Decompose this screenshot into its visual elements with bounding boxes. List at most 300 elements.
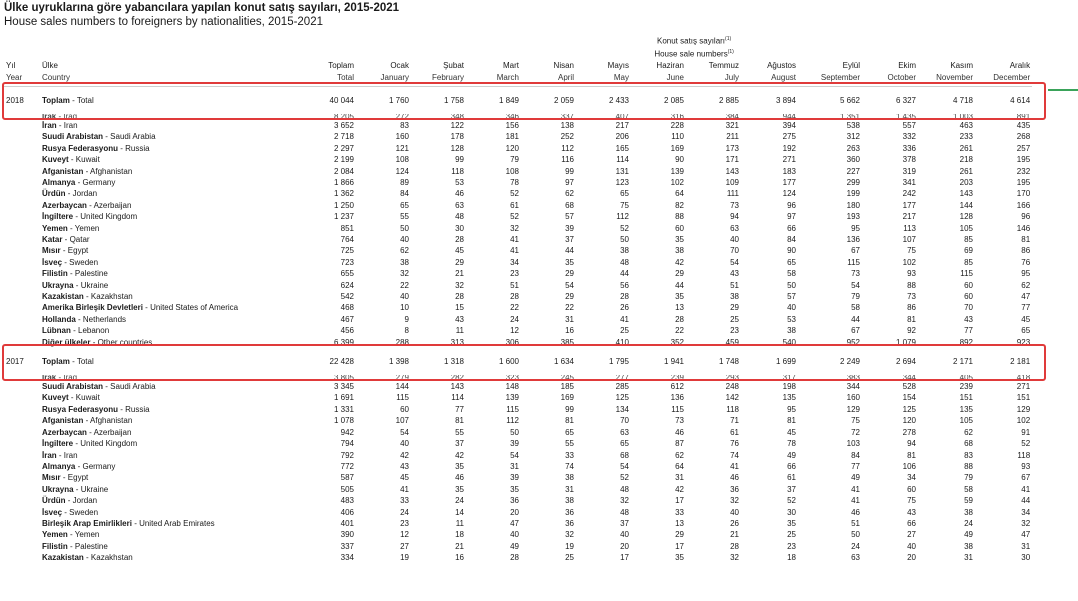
value-cell: 24 <box>510 314 519 324</box>
value-cell: 542 <box>340 292 354 302</box>
value-cell: 77 <box>964 326 973 336</box>
value-cell: 53 <box>787 314 796 324</box>
value-cell: 1 941 <box>663 356 684 366</box>
value-cell: 124 <box>782 189 796 199</box>
country-cell: Kuveyt - Kuwait <box>42 155 100 165</box>
value-cell: 51 <box>510 280 519 290</box>
value-cell: 115 <box>506 404 519 414</box>
value-cell: 151 <box>959 393 973 403</box>
value-cell: 44 <box>675 280 684 290</box>
value-cell: 77 <box>455 404 464 414</box>
value-cell: 44 <box>1021 496 1031 506</box>
table-row <box>4 472 1032 483</box>
value-cell: 891 <box>1016 113 1031 120</box>
value-cell: 177 <box>902 200 916 210</box>
column-header-en: February <box>431 72 464 82</box>
value-cell: 29 <box>565 292 574 302</box>
value-cell: 239 <box>959 382 973 392</box>
value-cell: 67 <box>1021 473 1031 483</box>
value-cell: 54 <box>730 257 739 267</box>
value-cell: 72 <box>851 427 860 437</box>
value-cell: 37 <box>455 439 464 449</box>
value-cell: 123 <box>615 177 629 187</box>
table-row <box>4 450 1032 461</box>
value-cell: 177 <box>782 177 796 187</box>
value-cell: 193 <box>846 212 860 222</box>
value-cell: 36 <box>565 507 574 517</box>
value-cell: 764 <box>340 235 354 244</box>
value-cell: 66 <box>907 518 916 528</box>
value-cell: 52 <box>620 473 629 483</box>
value-cell: 27 <box>907 530 916 540</box>
value-cell: 1 600 <box>498 356 519 366</box>
value-cell: 54 <box>851 280 860 290</box>
value-cell: 257 <box>1016 143 1031 153</box>
value-cell: 410 <box>615 337 629 347</box>
country-cell: Ukrayna - Ukraine <box>42 484 109 494</box>
value-cell: 28 <box>510 553 519 563</box>
column-header-en: November <box>936 72 973 82</box>
value-cell: 81 <box>1021 235 1031 244</box>
value-cell: 52 <box>1021 439 1031 449</box>
value-cell: 32 <box>400 269 409 279</box>
value-cell: 2 171 <box>952 356 973 366</box>
value-cell: 45 <box>455 246 464 256</box>
country-cell: Suudi Arabistan - Saudi Arabia <box>42 132 156 142</box>
value-cell: 12 <box>400 530 409 540</box>
value-cell: 170 <box>1016 189 1031 199</box>
value-cell: 57 <box>565 212 574 222</box>
country-cell: Filistin - Palestine <box>42 269 108 279</box>
value-cell: 29 <box>730 303 739 313</box>
value-cell: 227 <box>846 166 860 176</box>
column-header: Mayıs <box>607 61 629 71</box>
value-cell: 128 <box>450 143 464 153</box>
value-cell: 38 <box>675 246 684 256</box>
value-cell: 68 <box>964 439 973 449</box>
value-cell: 52 <box>620 223 629 233</box>
value-cell: 24 <box>455 496 464 506</box>
value-cell: 94 <box>730 212 739 222</box>
house-sales-table <box>4 34 1032 564</box>
value-cell: 28 <box>730 541 739 551</box>
value-cell: 102 <box>902 257 916 267</box>
value-cell: 23 <box>510 269 519 279</box>
value-cell: 8 <box>404 326 409 336</box>
value-cell: 139 <box>670 166 684 176</box>
value-cell: 48 <box>455 212 464 222</box>
value-cell: 63 <box>851 553 860 563</box>
country-cell: Rusya Federasyonu - Russia <box>42 143 150 153</box>
value-cell: 18 <box>455 530 464 540</box>
value-cell: 275 <box>782 132 796 142</box>
value-cell: 169 <box>670 143 684 153</box>
value-cell: 50 <box>400 223 409 233</box>
country-cell: İsveç - Sweden <box>42 257 99 267</box>
value-cell: 1 237 <box>333 212 354 222</box>
value-cell: 383 <box>846 375 860 382</box>
country-cell: Ukrayna - Ukraine <box>42 280 109 290</box>
value-cell: 41 <box>851 496 860 506</box>
value-cell: 851 <box>340 223 354 233</box>
value-cell: 22 <box>400 280 409 290</box>
group-caption-en: House sale numbers$^{(1)}$ <box>654 49 734 59</box>
value-cell: 360 <box>846 155 860 165</box>
value-cell: 4 718 <box>952 95 973 105</box>
value-cell: 31 <box>1021 541 1031 551</box>
country-cell: Yemen - Yemen <box>42 223 100 233</box>
value-cell: 1 699 <box>775 356 796 366</box>
column-header: Mart <box>503 61 519 71</box>
table-row <box>4 427 1032 438</box>
value-cell: 85 <box>964 235 973 244</box>
value-cell: 84 <box>851 450 860 460</box>
value-cell: 115 <box>960 269 973 279</box>
value-cell: 612 <box>670 382 684 392</box>
value-cell: 8 205 <box>333 113 354 120</box>
value-cell: 406 <box>340 507 354 517</box>
value-cell: 944 <box>782 113 796 120</box>
value-cell: 23 <box>400 518 409 528</box>
value-cell: 41 <box>730 461 739 471</box>
country-cell: Azerbaycan - Azerbaijan <box>42 200 132 210</box>
value-cell: 64 <box>675 461 684 471</box>
table-row <box>4 484 1032 495</box>
year-header: Yıl <box>6 61 16 71</box>
value-cell: 58 <box>851 303 860 313</box>
value-cell: 48 <box>620 507 629 517</box>
value-cell: 1 691 <box>333 393 354 403</box>
value-cell: 43 <box>400 461 409 471</box>
value-cell: 121 <box>395 143 409 153</box>
value-cell: 66 <box>787 461 796 471</box>
value-cell: 160 <box>846 393 860 403</box>
table-row <box>4 552 1032 563</box>
value-cell: 41 <box>851 484 860 494</box>
table-row <box>4 143 1032 154</box>
value-cell: 4 614 <box>1010 95 1031 105</box>
value-cell: 38 <box>787 326 796 336</box>
value-cell: 78 <box>787 439 796 449</box>
value-cell: 59 <box>964 496 973 506</box>
value-cell: 60 <box>964 280 973 290</box>
year-header-en: Year <box>6 72 23 82</box>
value-cell: 279 <box>395 375 409 382</box>
value-cell: 115 <box>847 257 860 267</box>
value-cell: 278 <box>902 427 916 437</box>
country-cell: Filistin - Palestine <box>42 541 108 551</box>
value-cell: 1 351 <box>839 113 860 120</box>
value-cell: 171 <box>725 155 739 165</box>
value-cell: 346 <box>505 113 519 120</box>
table-row <box>4 381 1032 392</box>
value-cell: 540 <box>782 337 796 347</box>
value-cell: 138 <box>560 120 574 130</box>
country-cell: Lübnan - Lebanon <box>42 326 110 336</box>
value-cell: 46 <box>730 473 739 483</box>
value-cell: 323 <box>505 375 519 382</box>
table-row <box>4 461 1032 472</box>
value-cell: 467 <box>340 314 354 324</box>
value-cell: 103 <box>846 439 860 449</box>
value-cell: 28 <box>675 314 684 324</box>
value-cell: 65 <box>565 427 574 437</box>
value-cell: 725 <box>340 246 354 256</box>
year-cell: 2018 <box>6 95 24 105</box>
value-cell: 81 <box>455 416 464 426</box>
country-cell: Ürdün - Jordan <box>42 189 98 199</box>
value-cell: 28 <box>620 292 629 302</box>
column-header-en: Total <box>337 72 354 82</box>
value-cell: 71 <box>730 416 739 426</box>
column-header: Nisan <box>553 61 574 71</box>
value-cell: 2 433 <box>608 95 629 105</box>
value-cell: 46 <box>455 473 464 483</box>
country-cell: Kazakistan - Kazakhstan <box>42 292 133 302</box>
value-cell: 20 <box>510 507 519 517</box>
value-cell: 51 <box>851 518 860 528</box>
country-cell: Ürdün - Jordan <box>42 496 98 506</box>
value-cell: 97 <box>787 212 796 222</box>
value-cell: 624 <box>340 280 354 290</box>
value-cell: 112 <box>561 143 574 153</box>
table-row <box>4 337 1032 348</box>
value-cell: 95 <box>851 223 860 233</box>
value-cell: 68 <box>620 450 629 460</box>
column-header: Aralık <box>1009 61 1031 71</box>
value-cell: 44 <box>620 269 629 279</box>
value-cell: 52 <box>787 496 796 506</box>
value-cell: 73 <box>730 200 739 210</box>
value-cell: 32 <box>1021 518 1031 528</box>
header-row-tr <box>4 60 1032 71</box>
table-row <box>4 438 1032 449</box>
value-cell: 88 <box>675 212 684 222</box>
value-cell: 272 <box>395 113 409 120</box>
value-cell: 128 <box>959 212 973 222</box>
value-cell: 88 <box>907 280 916 290</box>
table-row <box>4 131 1032 142</box>
value-cell: 459 <box>725 337 739 347</box>
country-cell: Yemen - Yemen <box>42 530 100 540</box>
value-cell: 218 <box>959 155 973 165</box>
value-cell: 48 <box>620 257 629 267</box>
value-cell: 143 <box>450 382 464 392</box>
value-cell: 54 <box>620 461 629 471</box>
value-cell: 14 <box>455 507 464 517</box>
value-cell: 233 <box>959 132 973 142</box>
table-subtitle: House sales numbers to foreigners by nationalities, 2015-2021 <box>4 16 323 28</box>
value-cell: 52 <box>510 212 519 222</box>
value-cell: 173 <box>725 143 739 153</box>
value-cell: 143 <box>959 189 973 199</box>
value-cell: 344 <box>846 382 860 392</box>
year-cell: 2017 <box>6 356 24 366</box>
table-row <box>4 166 1032 177</box>
value-cell: 38 <box>400 257 409 267</box>
value-cell: 2 181 <box>1010 356 1031 366</box>
value-cell: 30 <box>787 507 796 517</box>
value-cell: 37 <box>565 235 574 244</box>
value-cell: 113 <box>903 223 916 233</box>
value-cell: 135 <box>959 404 973 414</box>
value-cell: 468 <box>340 303 354 313</box>
value-cell: 35 <box>455 461 464 471</box>
value-cell: 228 <box>670 120 684 130</box>
value-cell: 39 <box>565 223 574 233</box>
value-cell: 217 <box>615 120 629 130</box>
value-cell: 40 <box>400 235 409 244</box>
value-cell: 1 318 <box>443 356 464 366</box>
country-cell: Birleşik Arap Emirlikleri - United Arab Emirates <box>42 518 215 528</box>
value-cell: 49 <box>510 541 519 551</box>
value-cell: 19 <box>565 541 574 551</box>
value-cell: 109 <box>725 177 739 187</box>
value-cell: 40 <box>730 507 739 517</box>
value-cell: 2 694 <box>895 356 916 366</box>
value-cell: 107 <box>902 235 916 244</box>
table-row <box>4 211 1032 222</box>
value-cell: 48 <box>620 484 629 494</box>
value-cell: 206 <box>615 132 629 142</box>
value-cell: 242 <box>902 189 916 199</box>
value-cell: 90 <box>787 246 796 256</box>
table-row <box>4 200 1032 211</box>
value-cell: 9 <box>404 314 409 324</box>
value-cell: 40 <box>620 530 629 540</box>
value-cell: 42 <box>400 450 409 460</box>
value-cell: 90 <box>675 155 684 165</box>
value-cell: 348 <box>450 113 464 120</box>
value-cell: 401 <box>340 518 354 528</box>
value-cell: 316 <box>670 113 684 120</box>
table-row <box>4 392 1032 403</box>
value-cell: 195 <box>1016 155 1031 165</box>
value-cell: 952 <box>846 337 860 347</box>
value-cell: 1 331 <box>333 404 354 414</box>
value-cell: 99 <box>565 166 574 176</box>
value-cell: 87 <box>675 439 684 449</box>
value-cell: 3 345 <box>333 382 354 392</box>
value-cell: 41 <box>1021 484 1031 494</box>
value-cell: 1 435 <box>895 113 916 120</box>
value-cell: 203 <box>959 177 973 187</box>
value-cell: 3 652 <box>333 120 354 130</box>
value-cell: 178 <box>450 132 464 142</box>
column-header-en: October <box>887 72 916 82</box>
value-cell: 181 <box>505 132 519 142</box>
country-cell: Rusya Federasyonu - Russia <box>42 404 150 414</box>
value-cell: 77 <box>1021 303 1031 313</box>
value-cell: 169 <box>560 393 574 403</box>
column-header: Toplam <box>328 61 354 71</box>
value-cell: 105 <box>959 416 973 426</box>
country-cell: Hollanda - Netherlands <box>42 314 127 324</box>
value-cell: 65 <box>1021 326 1031 336</box>
value-cell: 261 <box>959 143 973 153</box>
value-cell: 63 <box>455 200 464 210</box>
value-cell: 31 <box>565 314 574 324</box>
value-cell: 463 <box>959 120 973 130</box>
value-cell: 129 <box>1016 404 1031 414</box>
header-row-en <box>4 72 1032 83</box>
value-cell: 28 <box>455 292 464 302</box>
country-cell: İngiltere - United Kingdom <box>42 212 138 222</box>
value-cell: 942 <box>340 427 354 437</box>
value-cell: 38 <box>565 496 574 506</box>
value-cell: 41 <box>400 484 409 494</box>
value-cell: 96 <box>787 200 796 210</box>
value-cell: 62 <box>565 189 574 199</box>
value-cell: 344 <box>902 375 916 382</box>
value-cell: 44 <box>565 246 574 256</box>
value-cell: 125 <box>615 393 629 403</box>
table-row <box>4 302 1032 313</box>
value-cell: 46 <box>455 189 464 199</box>
value-cell: 65 <box>620 189 629 199</box>
value-cell: 70 <box>620 416 629 426</box>
column-header: Eylül <box>842 61 860 71</box>
value-cell: 41 <box>620 314 629 324</box>
value-cell: 156 <box>505 120 519 130</box>
table-row <box>4 268 1032 279</box>
value-cell: 11 <box>455 518 464 528</box>
value-cell: 118 <box>726 404 739 414</box>
value-cell: 40 <box>907 541 916 551</box>
value-cell: 57 <box>787 292 796 302</box>
table-row <box>4 245 1032 256</box>
value-cell: 39 <box>510 439 519 449</box>
value-cell: 23 <box>787 541 796 551</box>
value-cell: 19 <box>400 553 409 563</box>
value-cell: 89 <box>400 177 409 187</box>
value-cell: 65 <box>620 439 629 449</box>
value-cell: 312 <box>846 132 860 142</box>
value-cell: 2 885 <box>718 95 739 105</box>
country-cell: Kuveyt - Kuwait <box>42 393 100 403</box>
value-cell: 31 <box>510 461 519 471</box>
value-cell: 199 <box>846 189 860 199</box>
value-cell: 317 <box>782 375 796 382</box>
value-cell: 69 <box>964 246 973 256</box>
value-cell: 78 <box>510 177 519 187</box>
value-cell: 17 <box>675 541 684 551</box>
value-cell: 55 <box>565 439 574 449</box>
value-cell: 1 849 <box>498 95 519 105</box>
value-cell: 32 <box>455 280 464 290</box>
column-header: Kasım <box>950 61 973 71</box>
value-cell: 288 <box>395 337 409 347</box>
value-cell: 32 <box>510 223 519 233</box>
value-cell: 1 398 <box>388 356 409 366</box>
value-cell: 166 <box>1016 200 1031 210</box>
value-cell: 195 <box>1016 177 1031 187</box>
value-cell: 3 894 <box>775 95 796 105</box>
value-cell: 73 <box>675 416 684 426</box>
value-cell: 36 <box>510 496 519 506</box>
country-cell: İngiltere - United Kingdom <box>42 439 138 449</box>
value-cell: 25 <box>565 553 574 563</box>
value-cell: 165 <box>615 143 629 153</box>
value-cell: 33 <box>400 496 409 506</box>
value-cell: 63 <box>620 427 629 437</box>
table-row <box>4 415 1032 426</box>
value-cell: 114 <box>451 393 464 403</box>
value-cell: 44 <box>851 314 860 324</box>
value-cell: 50 <box>787 280 796 290</box>
value-cell: 81 <box>565 416 574 426</box>
value-cell: 35 <box>565 257 574 267</box>
